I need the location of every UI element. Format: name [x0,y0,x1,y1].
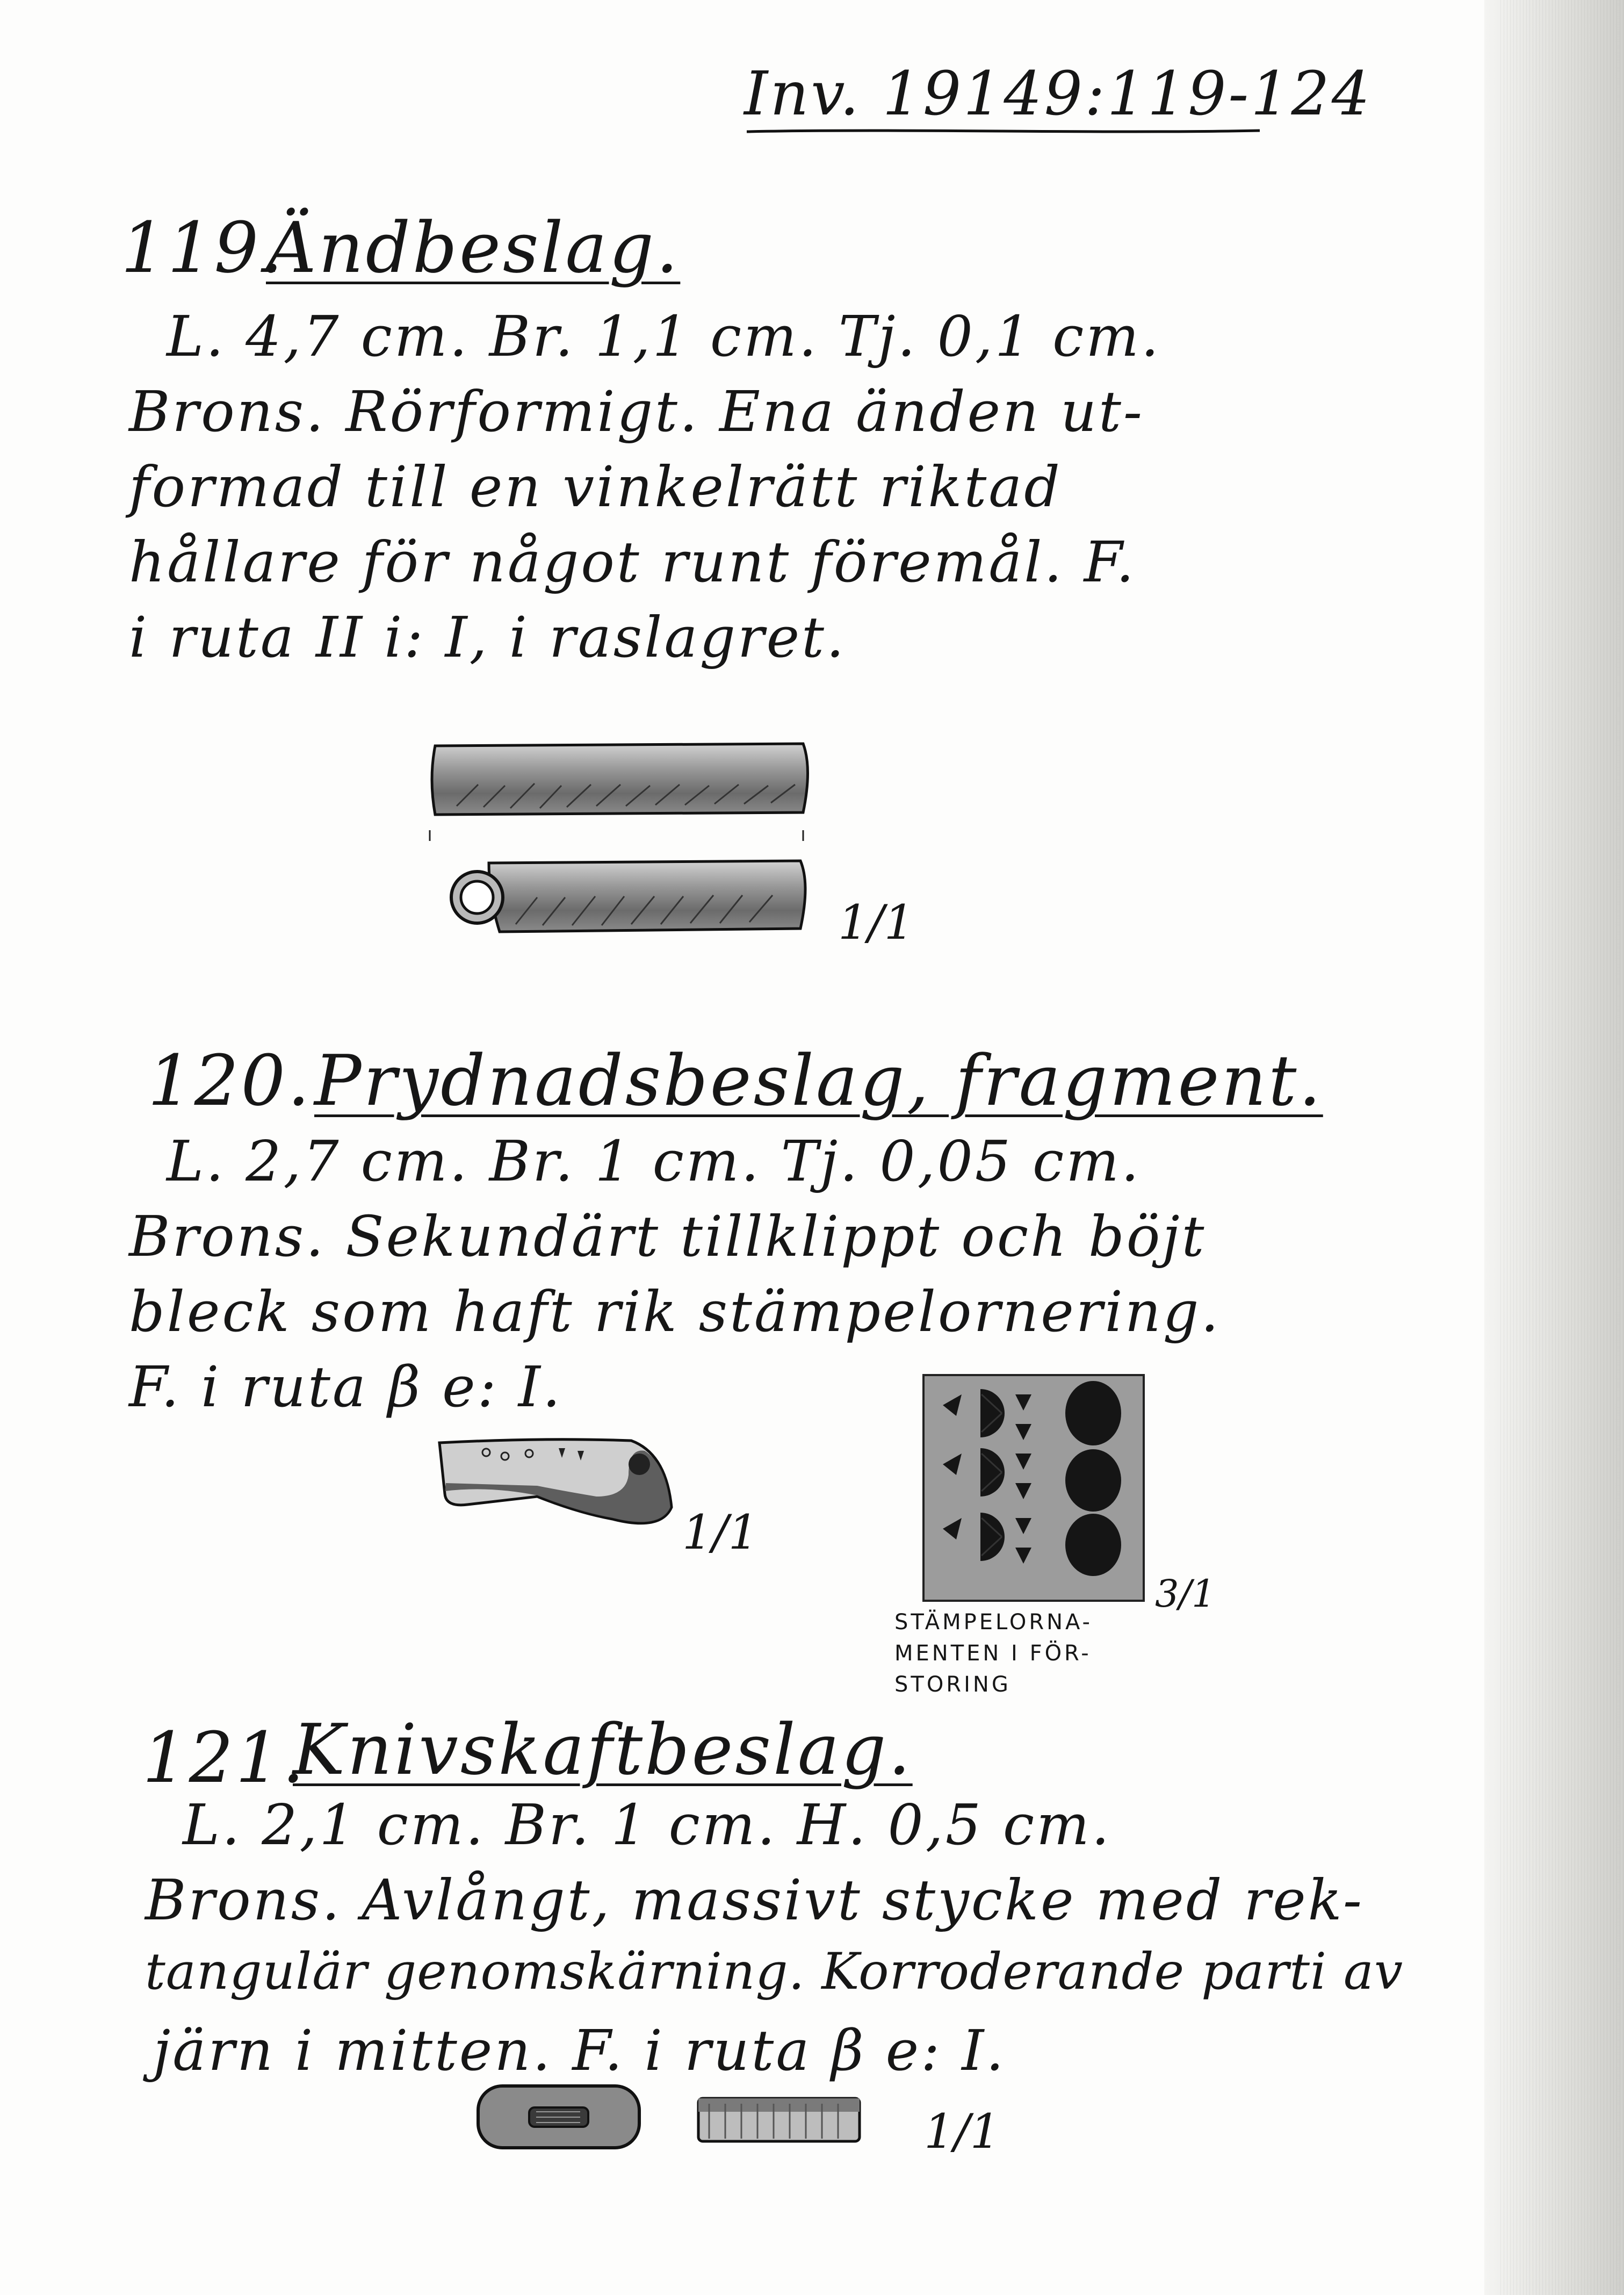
inventory-number: Inv. 19149:119-124 [744,59,1372,129]
drawing-ornament-fragment [435,1432,677,1545]
drawing-end-fitting [424,736,822,951]
entry-119-line-2: formad till en vinkelrätt riktad [129,454,1062,520]
entry-119-number: 119. [121,207,285,289]
entry-121-line-3: järn i mitten. F. i ruta β e: I. [153,2018,1006,2083]
entry-120-title: Prydnadsbeslag, fragment. [314,1040,1323,1121]
entry-121-scale: 1/1 [924,2104,1000,2159]
drawing-knife-handle-fitting [473,2080,870,2160]
end-fitting-side-view [451,861,805,932]
stamp-caption-line-2: MENTEN I FÖR- [894,1641,1092,1666]
entry-120-line-1: Brons. Sekundärt tillklippt och böjt [129,1204,1207,1269]
entry-120-measure: L. 2,7 cm. Br. 1 cm. Tj. 0,05 cm. [167,1128,1141,1194]
entry-119-line-1: Brons. Rörformigt. Ena änden ut- [129,379,1145,444]
entry-119-line-3: hållare för något runt föremål. F. [129,529,1136,595]
entry-119-line-4: i ruta II i: I, i raslagret. [129,605,847,670]
entry-120-detail-scale: 3/1 [1155,1572,1216,1616]
page-edge-stack [1484,0,1624,2295]
entry-120-line-3: F. i ruta β e: I. [129,1354,562,1420]
entry-121-line-2: tangulär genomskärning. Korroderande parti av [145,1943,1404,2001]
entry-120-scale: 1/1 [682,1505,759,1560]
entry-121-line-1: Brons. Avlångt, massivt stycke med rek- [145,1867,1365,1933]
stamp-caption-line-1: STÄMPELORNA- [894,1610,1093,1635]
entry-119-measure: L. 4,7 cm. Br. 1,1 cm. Tj. 0,1 cm. [167,304,1161,369]
end-fitting-top-view [432,744,808,815]
inventory-underline [747,126,1262,137]
entry-120-line-2: bleck som haft rik stämpelornering. [129,1279,1221,1344]
stamp-caption-line-3: STORING [894,1672,1011,1697]
entry-119-scale: 1/1 [838,895,914,950]
entry-121-measure: L. 2,1 cm. Br. 1 cm. H. 0,5 cm. [183,1792,1111,1858]
entry-121-title: Knivskaftbeslag. [293,1709,913,1790]
entry-120-number: 120. [148,1040,312,1121]
entry-119-title: Ändbeslag. [266,207,681,289]
entry-121-number: 121. [142,1717,307,1798]
drawing-stamp-ornaments [921,1373,1147,1604]
